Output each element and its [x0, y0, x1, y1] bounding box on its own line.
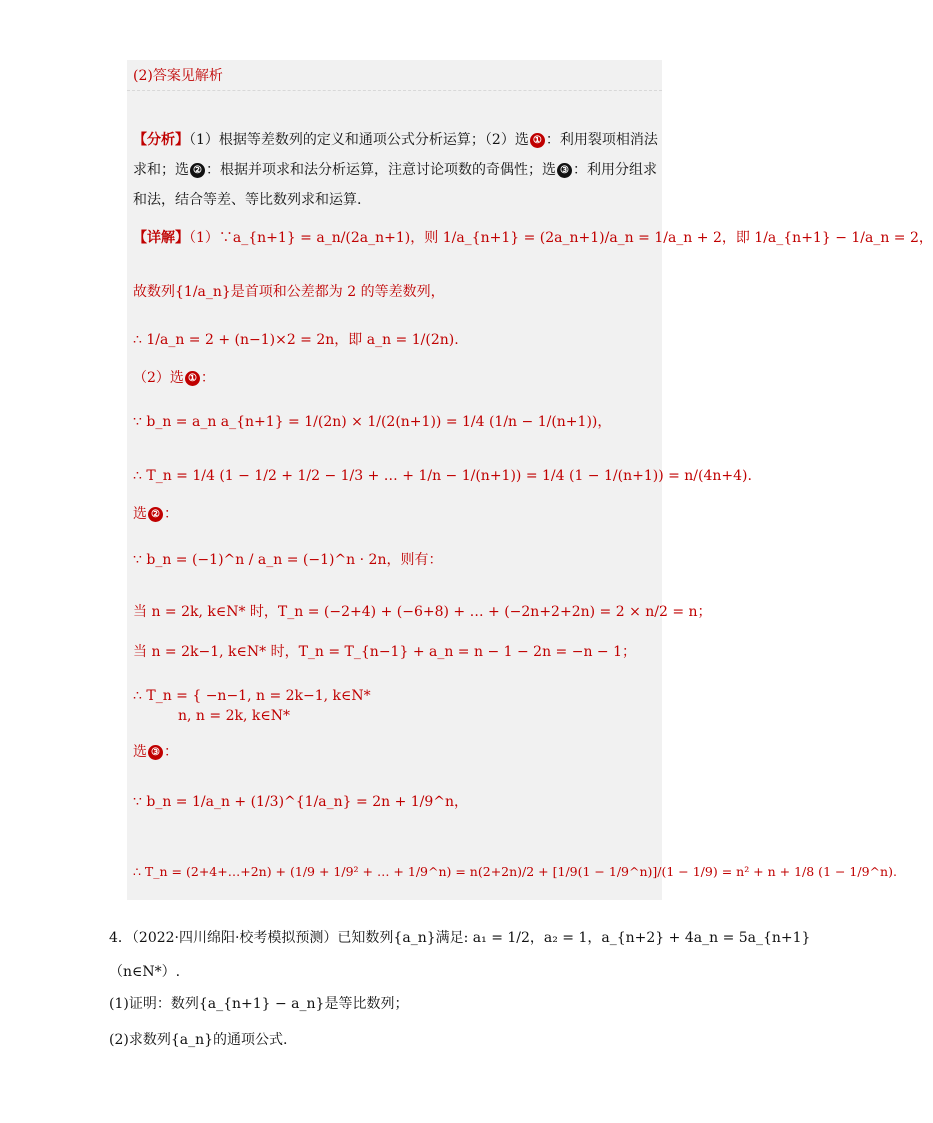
detail-line-14: ∴ T_n = (2+4+…+2n) + (1/9 + 1/9² + … + 1/9^n) = n(2+2n)/2 + [1/9(1 − 1/9^n)]/(1 − 1/9) = n² + n + 1/8 (1 − 1/9^n). [133, 864, 897, 879]
detail-line-11b: n, n = 2k, k∈N* [178, 708, 290, 724]
detail-line-13: ∵ b_n = 1/a_n + (1/3)^{1/a_n} = 2n + 1/9^n， [133, 794, 469, 810]
detail-line-1: 【详解】（1）∵a_{n+1} = a_n/(2a_n+1)，则 1/a_{n+1} = (2a_n+1)/a_n = 1/a_n + 2，即 1/a_{n+1} − 1/a_n = 2， [133, 230, 933, 246]
circled-two-icon: ② [148, 507, 163, 522]
separator [127, 90, 662, 91]
detail-line-9: 当 n = 2k, k∈N* 时，T_n = (−2+4) + (−6+8) + … + (−2n+2+2n) = 2 × n/2 = n； [133, 604, 712, 620]
detail-line-8: ∵ b_n = (−1)^n / a_n = (−1)^n · 2n，则有： [133, 552, 443, 568]
analysis-line-3: 和法，结合等差、等比数列求和运算. [133, 192, 362, 208]
answer-heading: (2)答案见解析 [133, 68, 223, 84]
detail-line-3: ∴ 1/a_n = 2 + (n−1)×2 = 2n，即 a_n = 1/(2n). [133, 332, 459, 348]
detail-line-7: 选 ② ： [133, 506, 178, 522]
circled-three-icon: ③ [148, 745, 163, 760]
analysis-line-1: 【分析】（1）根据等差数列的定义和通项公式分析运算；（2）选 ① ：利用裂项相消法 [133, 132, 658, 148]
detail-line-5: ∵ b_n = a_n a_{n+1} = 1/(2n) × 1/(2(n+1)) = 1/4 (1/n − 1/(n+1))， [133, 414, 612, 430]
detail-tag: 【详解】 [133, 230, 189, 246]
analysis-tag: 【分析】 [133, 132, 189, 148]
circled-one-icon: ① [185, 371, 200, 386]
question-4-line-1: 4．（2022·四川绵阳·校考模拟预测）已知数列{a_n}满足: a₁ = 1/2，a₂ = 1，a_{n+2} + 4a_n = 5a_{n+1} [109, 930, 811, 946]
detail-line-2: 故数列{1/a_n}是首项和公差都为 2 的等差数列， [133, 284, 445, 300]
circled-three-icon: ③ [557, 163, 572, 178]
detail-line-6: ∴ T_n = 1/4 (1 − 1/2 + 1/2 − 1/3 + … + 1/n − 1/(n+1)) = 1/4 (1 − 1/(n+1)) = n/(4n+4). [133, 468, 752, 484]
circled-one-icon: ① [530, 133, 545, 148]
detail-line-10: 当 n = 2k−1, k∈N* 时，T_n = T_{n−1} + a_n = n − 1 − 2n = −n − 1； [133, 644, 637, 660]
question-4-part-2: (2)求数列{a_n}的通项公式. [109, 1032, 288, 1048]
detail-line-12: 选 ③ ： [133, 744, 178, 760]
detail-line-11a: ∴ T_n = { −n−1, n = 2k−1, k∈N* [133, 688, 371, 704]
question-4-part-1: (1)证明：数列{a_{n+1} − a_n}是等比数列； [109, 996, 409, 1012]
detail-line-4: （2）选 ① ： [133, 370, 215, 386]
circled-two-icon: ② [190, 163, 205, 178]
analysis-line-2: 求和；选 ② ：根据并项求和法分析运算，注意讨论项数的奇偶性；选 ③ ：利用分组求 [133, 162, 657, 178]
question-4-line-2: （n∈N*）. [109, 964, 181, 980]
